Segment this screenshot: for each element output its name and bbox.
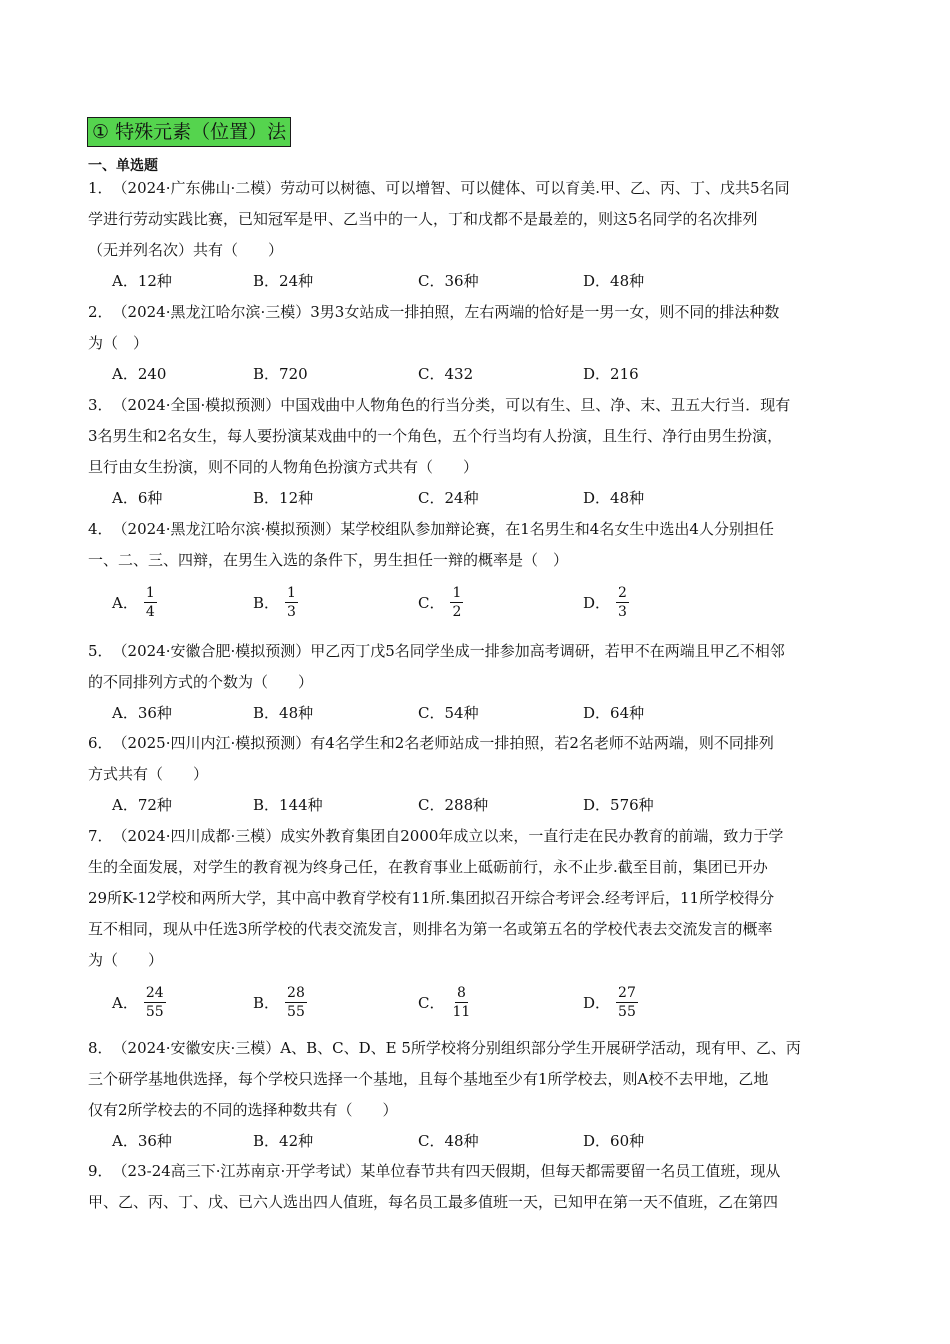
question-line [88,918,868,940]
question-line [88,1068,868,1090]
fraction-numerator: 28 [287,985,305,1001]
answer-option[interactable]: A．36种 [112,704,172,722]
question-text: （2024·黑龙江哈尔滨·模拟预测）某学校组队参加辩论赛，在1名男生和4名女生中选出4人分别担任 [112,520,774,538]
question-line [88,301,868,323]
answer-option[interactable] [583,584,629,621]
question-line [88,177,868,199]
question-text: 互不相同，现从中任选3所学校的代表交流发言，则排名为第一名或第五名的学校代表去交流发言的概率 [88,920,773,938]
answer-option[interactable]: D．216 [583,365,639,383]
option-label: A． [112,593,138,612]
answer-option[interactable]: C．24种 [418,489,479,507]
question-line [88,518,868,540]
question-text: （2024·黑龙江哈尔滨·三模）3男3女站成一排拍照，左右两端的恰好是一男一女，则不同的排法种数 [112,303,780,321]
question-text: （2024·安徽合肥·模拟预测）甲乙丙丁戊5名同学坐成一排参加高考调研，若甲不在两端且甲乙不相邻 [112,642,785,660]
fraction-denominator: 55 [145,1004,164,1020]
answer-option[interactable]: B．24种 [253,272,314,290]
answer-option[interactable]: A．240 [112,365,167,383]
fraction-denominator: 55 [618,1004,636,1020]
answer-option[interactable]: C．48种 [418,1132,479,1150]
question-text: （无并列名次）共有（ ） [88,241,284,259]
answer-option[interactable]: A．12种 [112,272,172,290]
fraction-numerator: 8 [456,985,466,1001]
question-text: 甲、乙、丙、丁、戊、已六人选出四人值班，每名员工最多值班一天，已知甲在第一天不值班，乙在第四 [88,1193,779,1211]
question-text: 的不同排列方式的个数为（ ） [88,673,314,691]
question-line [88,239,868,261]
question-text: （2024·全国·模拟预测）中国戏曲中人物角色的行当分类，可以有生、旦、净、末、丑五大行当．现有 [112,396,791,414]
answer-options [112,585,812,624]
question-number: 8． [88,1039,113,1057]
question-line [88,425,868,447]
option-label: A． [112,993,138,1012]
fraction [616,984,638,1021]
question-text: 学进行劳动实践比赛，已知冠军是甲、乙当中的一人，丁和戊都不是最差的，则这5名同学的名次排列 [88,210,758,228]
answer-option[interactable]: C．54种 [418,704,479,722]
question-line [88,887,868,909]
question-text: 29所K-12学校和两所大学，其中高中教育学校有11所.集团拟召开综合考评会.经考评后，11所学校得分 [88,889,775,907]
question-number: 5． [88,642,113,660]
question-text: 3名男生和2名女生，每人要扮演某戏曲中的一个角色，五个行当均有人扮演，且生行、净行由男生扮演， [88,427,783,445]
section-heading: 一、单选题 [88,158,158,174]
fraction-numerator: 27 [618,985,636,1001]
question-line [88,208,868,230]
answer-option[interactable] [253,584,298,621]
question-text: 为（ ） [88,334,149,352]
fraction [616,584,629,621]
answer-option[interactable]: D．60种 [583,1132,645,1150]
fraction-numerator: 2 [618,585,627,601]
option-label: D． [583,993,611,1012]
answer-option[interactable] [583,984,638,1021]
option-label: B． [253,593,280,612]
fraction-numerator: 1 [452,585,462,601]
question-line [88,394,868,416]
fraction-numerator: 1 [287,585,296,601]
answer-option[interactable]: C．288种 [418,796,489,814]
option-label: B． [253,993,280,1012]
answer-option[interactable] [112,984,166,1021]
answer-options [112,794,812,824]
question-text: 生的全面发展，对学生的教育视为终身己任，在教育事业上砥砺前行，永不止步.截至目前，集团已开办 [88,858,768,876]
question-text: 三个研学基地供选择，每个学校只选择一个基地，且每个基地至少有1所学校去，则A校不去甲地，乙地 [88,1070,769,1088]
option-label: C． [418,593,445,612]
answer-option[interactable]: A．36种 [112,1132,172,1150]
fraction-denominator: 2 [452,604,462,620]
question-line [88,1191,868,1213]
question-line [88,949,868,971]
answer-options [112,363,812,393]
question-line [88,640,868,662]
answer-option[interactable]: D．48种 [583,272,645,290]
answer-options [112,270,812,300]
question-number: 3． [88,396,113,414]
answer-option[interactable]: B．48种 [253,704,314,722]
question-line [88,671,868,693]
question-line [88,825,868,847]
question-text: 旦行由女生扮演，则不同的人物角色扮演方式共有（ ） [88,458,479,476]
fraction-denominator: 55 [287,1004,305,1020]
question-number: 6． [88,734,113,752]
topic-title: ① 特殊元素（位置）法 [87,117,291,147]
question-line [88,456,868,478]
answer-options [112,487,812,517]
fraction [450,984,472,1021]
question-line [88,549,868,571]
question-number: 1． [88,179,113,197]
answer-option[interactable]: A．72种 [112,796,172,814]
question-text: （2025·四川内江·模拟预测）有4名学生和2名老师站成一排拍照，若2名老师不站两端，则不同排列 [112,734,774,752]
fraction-denominator: 11 [452,1004,471,1020]
answer-options [112,1130,812,1160]
question-line [88,856,868,878]
question-text: 为（ ） [88,951,164,969]
question-text: （23-24高三下·江苏南京·开学考试）某单位春节共有四天假期，但每天都需要留一名员工值班，现从 [112,1162,781,1180]
answer-option[interactable] [253,984,307,1021]
answer-option[interactable]: B．144种 [253,796,323,814]
answer-options [112,702,812,732]
answer-option[interactable] [418,984,472,1021]
fraction-denominator: 4 [145,604,155,620]
answer-options [112,985,812,1024]
answer-option[interactable] [112,584,157,621]
fraction-denominator: 3 [618,604,627,620]
answer-option[interactable]: C．432 [418,365,474,383]
fraction [144,584,157,621]
question-line [88,1099,868,1121]
question-text: （2024·广东佛山·二模）劳动可以树德、可以增智、可以健体、可以育美.甲、乙、丙、丁、戊共5名同 [112,179,790,197]
fraction-numerator: 24 [145,985,164,1001]
question-text: 一、二、三、四辩，在男生入选的条件下，男生担任一辩的概率是（ ） [88,551,569,569]
answer-option[interactable]: B．720 [253,365,308,383]
option-label: C． [418,993,445,1012]
answer-option[interactable]: C．36种 [418,272,479,290]
question-text: 仅有2所学校去的不同的选择种数共有（ ） [88,1101,398,1119]
answer-option[interactable]: D．576种 [583,796,654,814]
answer-option[interactable]: B．12种 [253,489,314,507]
question-number: 7． [88,827,113,845]
fraction [285,984,307,1021]
answer-option[interactable]: B．42种 [253,1132,314,1150]
question-number: 2． [88,303,113,321]
fraction-denominator: 3 [287,604,296,620]
question-number: 9． [88,1162,113,1180]
question-line [88,1037,868,1059]
question-text: （2024·四川成都·三模）成实外教育集团自2000年成立以来，一直行走在民办教育的前端，致力于学 [112,827,784,845]
question-text: 方式共有（ ） [88,765,209,783]
fraction [285,584,298,621]
option-label: D． [583,593,611,612]
fraction-numerator: 1 [145,585,155,601]
question-line [88,1160,868,1182]
fraction [450,584,463,621]
answer-option[interactable]: D．64种 [583,704,645,722]
answer-option[interactable]: A．6种 [112,489,163,507]
fraction [144,984,166,1021]
question-number: 4． [88,520,113,538]
answer-option[interactable]: D．48种 [583,489,645,507]
answer-option[interactable] [418,584,463,621]
question-line [88,732,868,754]
question-line [88,332,868,354]
question-text: （2024·安徽安庆·三模）A、B、C、D、E 5所学校将分别组织部分学生开展研学活动，现有甲、乙、丙 [112,1039,801,1057]
question-line [88,763,868,785]
